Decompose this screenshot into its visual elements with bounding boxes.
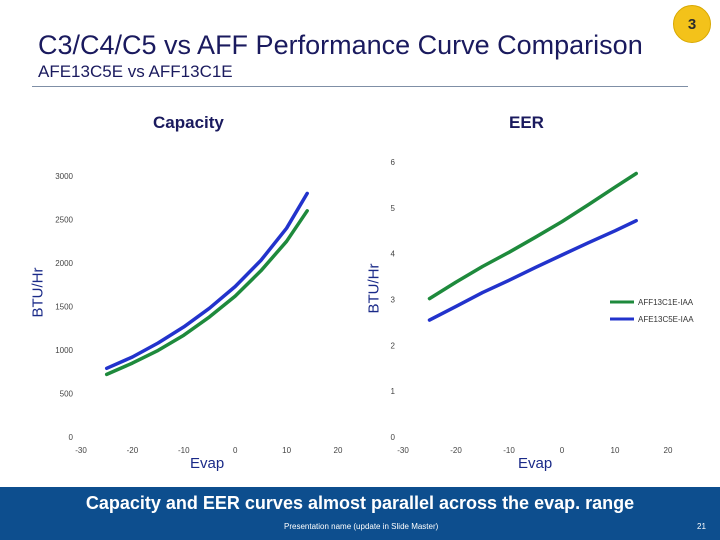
- slide-title: C3/C4/C5 vs AFF Performance Curve Comparison: [38, 30, 643, 60]
- eer-legend-label: AFF13C1E-IAA: [638, 298, 694, 307]
- eer-data-point: [561, 221, 563, 223]
- eer-y-tick-label: 1: [390, 387, 395, 397]
- capacity-x-tick-label: -10: [178, 446, 190, 455]
- capacity-x-tick-label: 0: [232, 446, 238, 455]
- eer-x-axis-label: Evap: [518, 455, 553, 472]
- eer-data-point: [588, 204, 590, 206]
- eer-data-point: [614, 186, 616, 188]
- eer-data-point: [455, 281, 457, 283]
- eer-x-tick-label: -10: [503, 446, 515, 455]
- capacity-chart-title: Capacity: [153, 113, 224, 132]
- eer-data-point: [482, 292, 484, 294]
- eer-y-tick-label: 5: [390, 203, 395, 213]
- eer-data-point: [455, 306, 457, 308]
- eer-x-tick-label: -30: [397, 446, 409, 455]
- eer-data-point: [535, 267, 537, 269]
- eer-data-point: [508, 279, 510, 281]
- capacity-y-tick-label: 2500: [55, 215, 73, 225]
- capacity-x-tick-label: 10: [282, 446, 292, 455]
- capacity-y-tick-label: 0: [68, 433, 73, 442]
- page-number: 21: [697, 522, 706, 531]
- capacity-y-tick-label: 2000: [55, 259, 73, 268]
- capacity-y-tick-label: 3000: [55, 172, 73, 181]
- eer-y-tick-label: 0: [390, 433, 395, 442]
- presentation-name: Presentation name (update in Slide Master): [284, 522, 439, 531]
- eer-y-tick-label: 6: [390, 158, 395, 167]
- eer-legend-label: AFE13C5E-IAA: [638, 315, 694, 324]
- eer-x-tick-label: 10: [610, 446, 620, 455]
- capacity-y-tick-label: 1000: [55, 346, 73, 355]
- eer-data-point: [588, 242, 590, 244]
- footer-headline: Capacity and EER curves almost parallel across the evap. range: [85, 493, 635, 513]
- eer-x-tick-label: 20: [663, 446, 673, 455]
- capacity-y-axis-label: BTU/Hr: [29, 267, 47, 318]
- eer-chart-title: EER: [509, 113, 544, 132]
- eer-data-point: [635, 220, 637, 222]
- eer-x-tick-label: -20: [450, 446, 462, 455]
- eer-y-tick-label: 4: [390, 249, 395, 259]
- eer-data-point: [482, 266, 484, 268]
- capacity-x-tick-label: -20: [126, 446, 139, 455]
- capacity-y-tick-label: 500: [59, 389, 73, 399]
- capacity-y-tick-label: 1500: [55, 302, 73, 312]
- eer-data-point: [561, 254, 563, 256]
- slide-subtitle: AFE13C5E vs AFF13C1E: [38, 62, 233, 81]
- eer-data-point: [508, 251, 510, 253]
- eer-y-axis-label: BTU/Hr: [365, 263, 383, 314]
- capacity-x-axis-label: Evap: [190, 455, 225, 472]
- eer-data-point: [429, 298, 431, 300]
- eer-data-point: [429, 319, 431, 321]
- capacity-x-tick-label: -30: [75, 446, 87, 455]
- slide-badge: 3: [673, 5, 711, 43]
- eer-series-line: [430, 221, 637, 320]
- eer-y-tick-label: 2: [390, 341, 395, 351]
- eer-data-point: [535, 236, 537, 238]
- eer-data-point: [635, 173, 637, 175]
- eer-x-tick-label: 0: [559, 446, 565, 455]
- eer-y-tick-label: 3: [390, 295, 395, 305]
- eer-data-point: [614, 230, 616, 232]
- capacity-x-tick-label: 20: [333, 446, 343, 455]
